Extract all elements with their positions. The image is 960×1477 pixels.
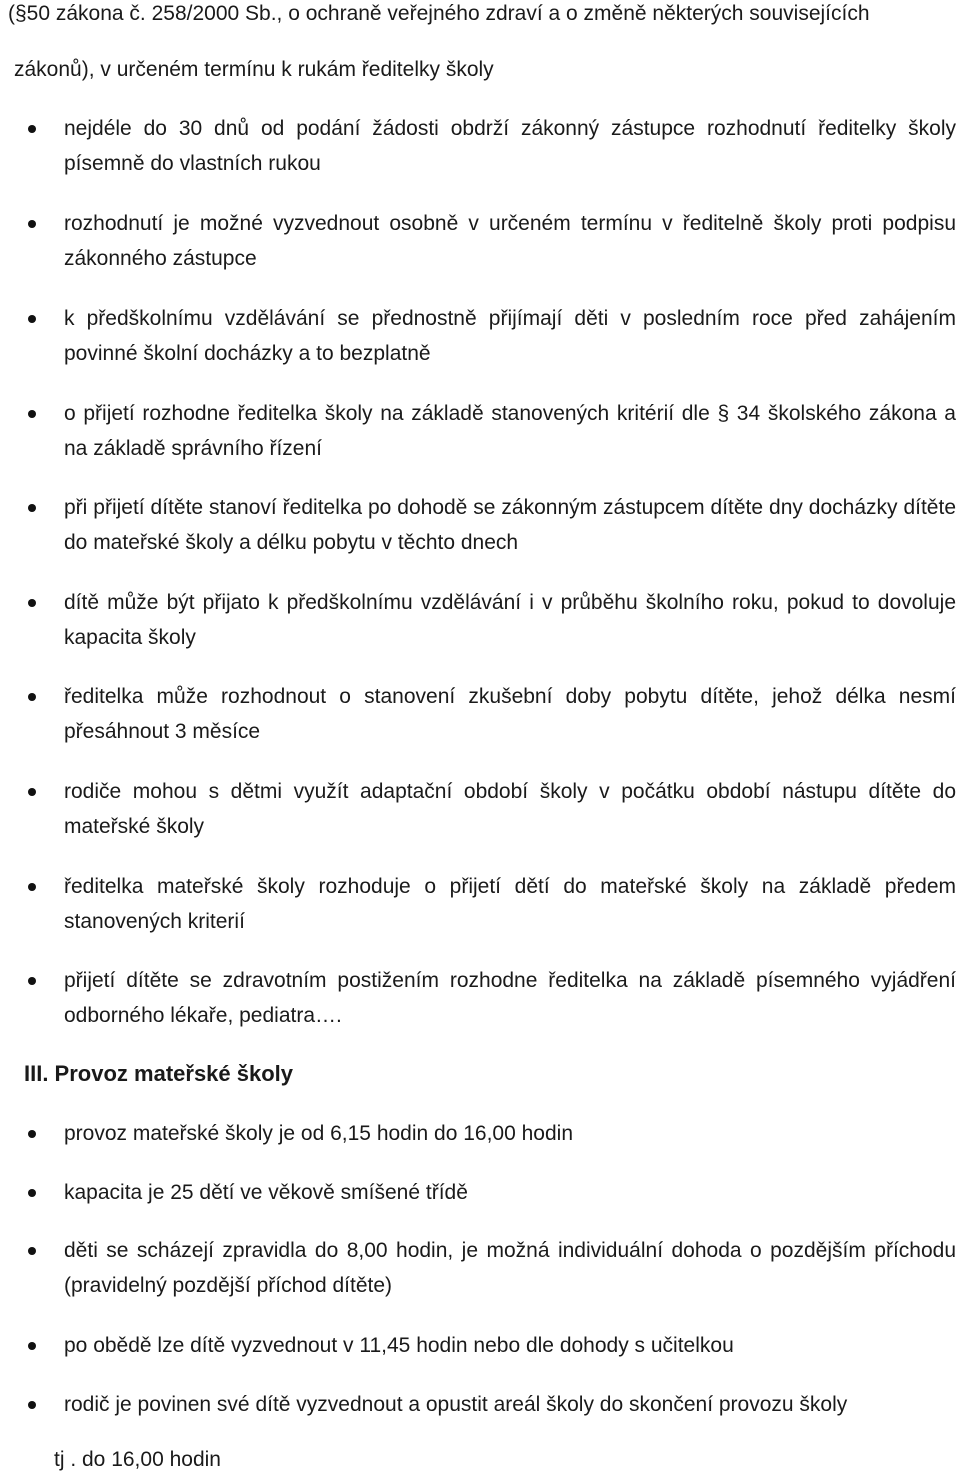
list-item-text: ředitelka mateřské školy rozhoduje o přijetí dětí do mateřské školy na základě předem stanovených kriterií <box>64 875 956 933</box>
bullet-icon <box>28 504 36 512</box>
list-item <box>64 963 956 1033</box>
bullet-icon <box>28 977 36 985</box>
list-item-text: k předškolnímu vzdělávání se přednostně přijímají děti v posledním roce před zahájením povinné školní docházky a to bezplatně <box>64 307 956 365</box>
list-item <box>64 1175 956 1210</box>
list-item-text: kapacita je 25 dětí ve věkově smíšené třídě <box>64 1181 468 1204</box>
bullet-icon <box>28 315 36 323</box>
intro-line-1: (§50 zákona č. 258/2000 Sb., o ochraně veřejného zdraví a o změně některých souvisejících <box>8 2 870 25</box>
list-item-text: rodič je povinen své dítě vyzvednout a opustit areál školy do skončení provozu školy <box>64 1393 848 1416</box>
bullet-icon <box>28 599 36 607</box>
list-item <box>64 1387 956 1422</box>
list-item <box>64 111 956 181</box>
bullet-icon <box>28 1189 36 1197</box>
list-item-text: nejdéle do 30 dnů od podání žádosti obdrží zákonný zástupce rozhodnutí ředitelky školy písemně do vlastních rukou <box>64 117 956 175</box>
list-item <box>64 585 956 655</box>
list-item-text: rodiče mohou s dětmi využít adaptační období školy v počátku období nástupu dítěte do mateřské školy <box>64 780 956 838</box>
intro-line-2: zákonů), v určeném termínu k rukám ředitelky školy <box>14 58 494 81</box>
list-item <box>64 490 956 560</box>
list-item <box>64 206 956 276</box>
list-item-text: o přijetí rozhodne ředitelka školy na základě stanovených kritérií dle § 34 školského zákona a na základě správního řízení <box>64 402 956 460</box>
bullet-icon <box>28 1247 36 1255</box>
bullet-icon <box>28 1130 36 1138</box>
bullet-icon <box>28 1342 36 1350</box>
list-item-text: dítě může být přijato k předškolnímu vzdělávání i v průběhu školního roku, pokud to dovoluje kapacita školy <box>64 591 956 649</box>
list-item <box>64 1328 956 1363</box>
bullet-icon <box>28 693 36 701</box>
list-item-text: ředitelka může rozhodnout o stanovení zkušební doby pobytu dítěte, jehož délka nesmí přesáhnout 3 měsíce <box>64 685 956 743</box>
list-item-text: provoz mateřské školy je od 6,15 hodin do 16,00 hodin <box>64 1122 573 1145</box>
list-item-text: při přijetí dítěte stanoví ředitelka po dohodě se zákonným zástupcem dítěte dny docházky dítěte do mateřské školy a délku pobytu v těchto dnech <box>64 496 956 554</box>
bullet-icon <box>28 1401 36 1409</box>
list-item <box>64 301 956 371</box>
bullet-icon <box>28 883 36 891</box>
footer-note: tj . do 16,00 hodin <box>54 1448 221 1471</box>
bullet-icon <box>28 220 36 228</box>
list-item-text: přijetí dítěte se zdravotním postižením rozhodne ředitelka na základě písemného vyjádření odborného lékaře, pediatra…. <box>64 969 956 1027</box>
bullet-icon <box>28 788 36 796</box>
list-item <box>64 1233 956 1303</box>
list-item-text: děti se scházejí zpravidla do 8,00 hodin, je možná individuální dohoda o pozdějším příchodu (pravidelný pozdější příchod dítěte) <box>64 1239 956 1297</box>
list-item-text: po obědě lze dítě vyzvednout v 11,45 hodin nebo dle dohody s učitelkou <box>64 1334 734 1357</box>
list-item-text: rozhodnutí je možné vyzvednout osobně v určeném termínu v ředitelně školy proti podpisu zákonného zástupce <box>64 212 956 270</box>
list-item <box>64 679 956 749</box>
bullet-icon <box>28 125 36 133</box>
list-item <box>64 869 956 939</box>
section-heading: III. Provoz mateřské školy <box>24 1061 294 1086</box>
list-item <box>64 396 956 466</box>
list-item <box>64 1116 956 1151</box>
bullet-icon <box>28 410 36 418</box>
list-item <box>64 774 956 844</box>
